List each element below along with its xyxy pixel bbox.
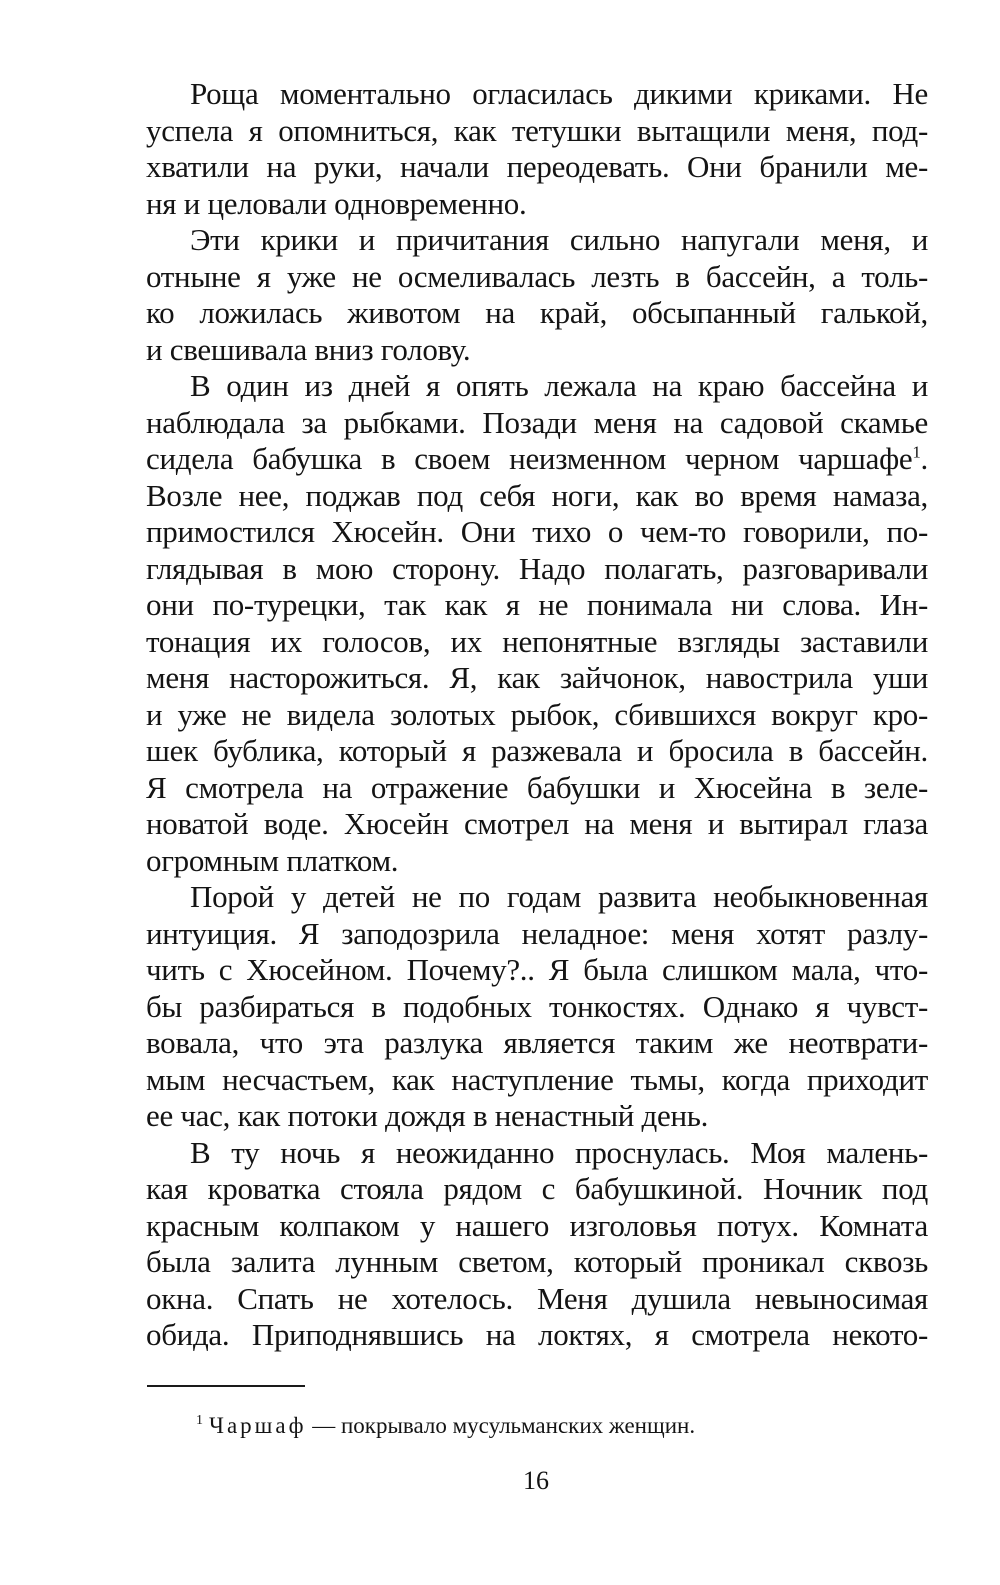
- text-line: [146, 405, 928, 442]
- text-line: [146, 295, 928, 332]
- text-line: [146, 113, 928, 150]
- line-text: Эти крики и причитания сильно напугали меня, и: [190, 222, 928, 257]
- text-line: [146, 843, 928, 880]
- line-text: они по-турецки, так как я не понимала ни слова. Ин-: [146, 587, 928, 622]
- line-text: В ту ночь я неожиданно проснулась. Моя малень-: [190, 1134, 928, 1170]
- text-line: [146, 149, 928, 186]
- line-text: наблюдала за рыбками. Позади меня на садовой скамье: [146, 404, 928, 440]
- line-text: В один из дней я опять лежала на краю бассейна и: [190, 368, 928, 403]
- text-line: [146, 186, 928, 223]
- line-text: новатой воде. Хюсейн смотрел на меня и вытирал глаза: [146, 806, 928, 841]
- footnote-term: Чаршаф: [209, 1413, 307, 1438]
- paragraph: [146, 368, 928, 879]
- footnote-text: — покрывало мусульманских женщин.: [306, 1413, 696, 1438]
- line-text: бы разбираться в подобных тонкостях. Однако я чувст-: [146, 988, 928, 1024]
- text-line: [146, 1281, 928, 1318]
- line-text: меня насторожиться. Я, как зайчонок, навострила уши: [146, 660, 928, 695]
- line-text: интуиция. Я заподозрила неладное: меня хотят разлу-: [146, 915, 928, 951]
- text-line: [146, 1244, 928, 1281]
- line-text: хватили на руки, начали переодевать. Они бранили ме-: [146, 149, 928, 184]
- line-text: ко ложилась животом на край, обсыпанный галькой,: [146, 295, 928, 330]
- text-line: [146, 1025, 928, 1062]
- text-line: [146, 441, 928, 478]
- text-line: [146, 952, 928, 989]
- text-line: [146, 1171, 928, 1208]
- line-text: огромным платком.: [146, 842, 399, 878]
- text-line: [146, 1062, 928, 1099]
- text-line: [146, 332, 928, 369]
- line-text: Порой у детей не по годам развита необыкновенная: [190, 879, 928, 914]
- paragraph: [146, 76, 928, 222]
- text-line: [146, 551, 928, 588]
- line-text: примостился Хюсейн. Они тихо о чем-то говорили, по-: [146, 514, 928, 549]
- text-line: [146, 478, 928, 515]
- line-text: и уже не видела золотых рыбок, сбившихся вокруг кро-: [146, 696, 928, 732]
- line-text: шек бублика, который я разжевала и бросила в бассейн.: [146, 733, 928, 768]
- line-text: кая кроватка стояла рядом с бабушкиной. Ночник под: [146, 1171, 928, 1206]
- text-line: [146, 587, 928, 624]
- line-text: окна. Спать не хотелось. Меня душила невыносимая: [146, 1280, 928, 1316]
- text-line: [146, 514, 928, 551]
- line-text: ня и целовали одновременно.: [146, 185, 527, 221]
- line-text: ее час, как потоки дождя в ненастный день.: [146, 1098, 709, 1133]
- text-line: [146, 76, 928, 113]
- text-line: [146, 1135, 928, 1172]
- text-line: [146, 624, 928, 661]
- footnote-separator: [147, 1385, 305, 1387]
- footnote-number: 1: [196, 1413, 203, 1429]
- line-text: тонация их голосов, их непонятные взгляды заставили: [146, 623, 928, 659]
- text-line: [146, 1098, 928, 1135]
- text-line: [146, 222, 928, 259]
- footnote-reference: 1: [912, 442, 921, 462]
- main-text: [146, 76, 928, 1354]
- text-line: [146, 1208, 928, 1245]
- line-text: сидела бабушка в своем неизменном черном чаршафе: [146, 441, 913, 476]
- text-line: [146, 1317, 928, 1354]
- text-line: [146, 259, 928, 296]
- line-text: вовала, что эта разлука является таким же неотврати-: [146, 1025, 928, 1060]
- footnote: [196, 1411, 695, 1441]
- line-text: и свешивала вниз голову.: [146, 331, 471, 367]
- line-text: была залита лунным светом, который проникал сквозь: [146, 1244, 928, 1279]
- line-text: Роща моментально огласилась дикими криками. Не: [190, 76, 928, 111]
- line-text: отныне я уже не осмеливалась лезть в бассейн, а толь-: [146, 258, 928, 294]
- line-text: обида. Приподнявшись на локтях, я смотрела некото-: [146, 1317, 928, 1352]
- line-text: успела я опомниться, как тетушки вытащили меня, под-: [146, 112, 928, 148]
- paragraph: [146, 222, 928, 368]
- text-line: [146, 697, 928, 734]
- line-text: Я смотрела на отражение бабушки и Хюсейна в зеле-: [146, 769, 928, 805]
- text-line: [146, 770, 928, 807]
- line-text: красным колпаком у нашего изголовья потух. Комната: [146, 1207, 928, 1243]
- line-text: глядывая в мою сторону. Надо полагать, разговаривали: [146, 550, 928, 586]
- paragraph: [146, 1135, 928, 1354]
- text-line: [146, 879, 928, 916]
- text-line: [146, 733, 928, 770]
- text-line: [146, 916, 928, 953]
- paragraph: [146, 879, 928, 1135]
- footnote-reference-punctuation: .: [920, 441, 928, 476]
- line-text: мым несчастьем, как наступление тьмы, когда приходит: [146, 1061, 928, 1097]
- line-text: чить с Хюсейном. Почему?.. Я была слишком мала, что-: [146, 952, 928, 987]
- text-line: [146, 806, 928, 843]
- text-line: [146, 989, 928, 1026]
- text-line: [146, 368, 928, 405]
- text-line: [146, 660, 928, 697]
- line-text: Возле нее, поджав под себя ноги, как во время намаза,: [146, 477, 928, 513]
- page-number: 16: [523, 1466, 549, 1495]
